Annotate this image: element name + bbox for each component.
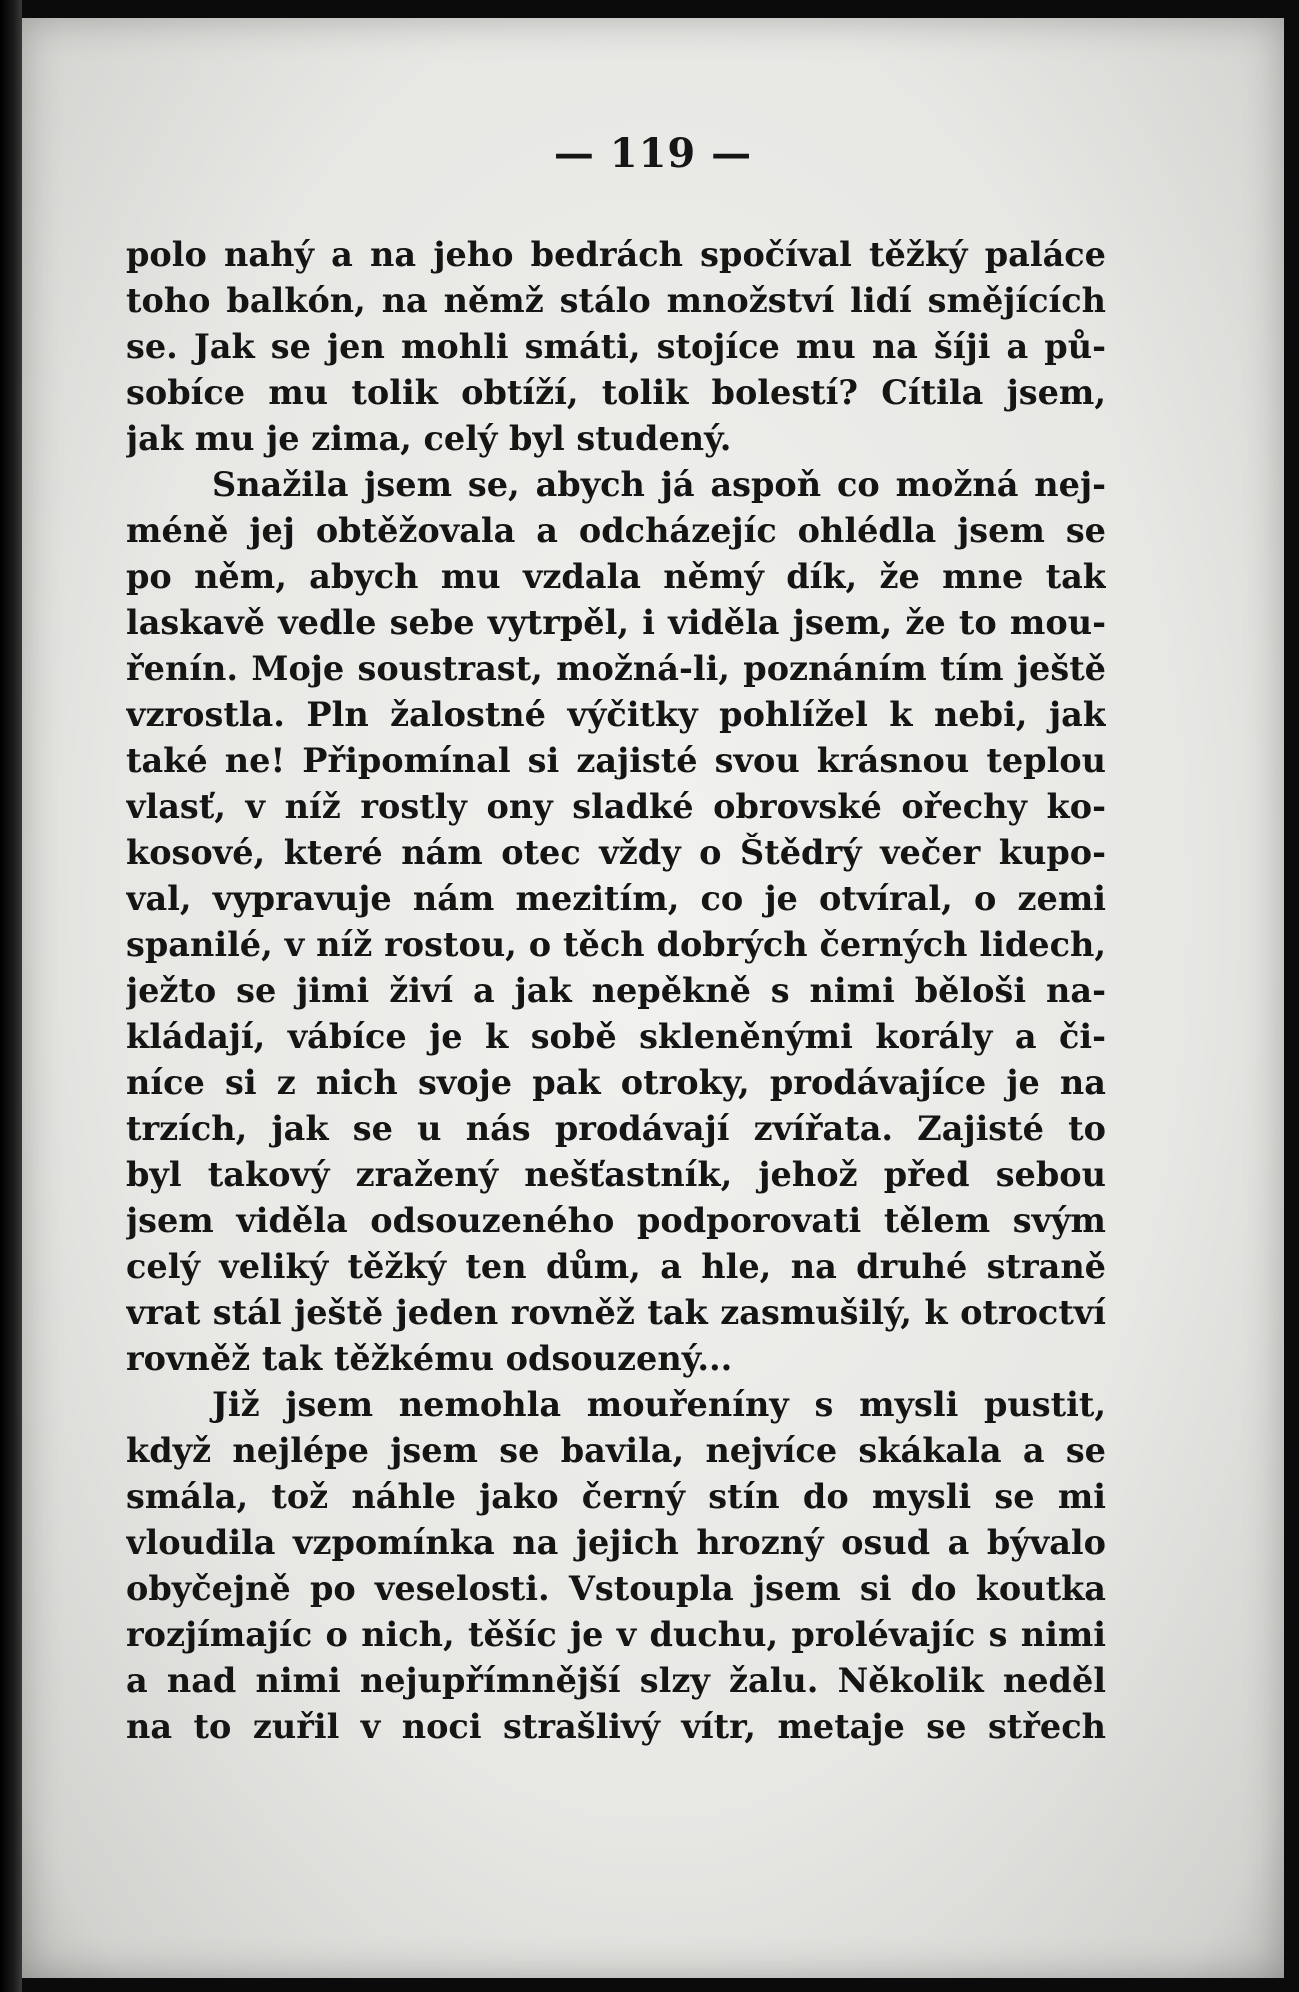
text-line: jsem viděla odsouzeného podporovati tělem svým — [126, 1201, 1106, 1240]
scan-border — [0, 0, 22, 1992]
text-line: po něm, abych mu vzdala němý dík, že mne tak — [126, 557, 1106, 596]
text-line: Snažila jsem se, abych já aspoň co možná nej- — [212, 465, 1106, 504]
text-line: se. Jak se jen mohli smáti, stojíce mu na šíji a pů- — [126, 327, 1106, 366]
text-line: jak mu je zima, celý byl studený. — [126, 419, 732, 458]
text-line: spanilé, v níž rostou, o těch dobrých černých lidech, — [126, 925, 1106, 964]
text-line: smála, tož náhle jako černý stín do mysli se mi — [126, 1477, 1106, 1516]
text-line: val, vypravuje nám mezitím, co je otvíral, o zemi — [126, 879, 1106, 918]
text-line: vloudila vzpomínka na jejich hrozný osud a bývalo — [126, 1523, 1106, 1562]
text-line: toho balkón, na němž stálo množství lidí smějících — [126, 281, 1106, 320]
text-line: kosové, které nám otec vždy o Štědrý večer kupo- — [126, 833, 1106, 872]
text-line: obyčejně po veselosti. Vstoupla jsem si do koutka — [126, 1569, 1106, 1608]
text-line: byl takový zražený nešťastník, jehož před sebou — [126, 1155, 1106, 1194]
body-text — [126, 232, 1106, 1750]
text-line: rovněž tak těžkému odsouzený... — [126, 1339, 733, 1378]
text-line: vrat stál ještě jeden rovněž tak zasmušilý, k otroctví — [126, 1293, 1106, 1332]
text-line: sobíce mu tolik obtíží, tolik bolestí? Cítila jsem, — [126, 373, 1106, 412]
text-line: také ne! Připomínal si zajisté svou krásnou teplou — [126, 741, 1106, 780]
page-number: — 119 — — [553, 130, 753, 177]
text-line: ježto se jimi živí a jak nepěkně s nimi běloši na- — [126, 971, 1106, 1010]
text-line: kládají, vábíce je k sobě skleněnými korály a či- — [126, 1017, 1106, 1056]
text-line: polo nahý a na jeho bedrách spočíval těžký paláce — [126, 235, 1106, 274]
text-line: méně jej obtěžovala a odcházejíc ohlédla jsem se — [126, 511, 1106, 550]
text-line: rozjímajíc o nich, těšíc je v duchu, prolévajíc s nimi — [126, 1615, 1106, 1654]
text-line: trzích, jak se u nás prodávají zvířata. Zajisté to — [126, 1109, 1106, 1148]
text-line: Již jsem nemohla mouřeníny s mysli pustit, — [212, 1385, 1106, 1424]
text-line: řenín. Moje soustrast, možná-li, poznáním tím ještě — [126, 649, 1106, 688]
text-line: vlasť, v níž rostly ony sladké obrovské ořechy ko- — [126, 787, 1106, 826]
text-line: laskavě vedle sebe vytrpěl, i viděla jsem, že to mou- — [126, 603, 1106, 642]
text-line: když nejlépe jsem se bavila, nejvíce skákala a se — [126, 1431, 1106, 1470]
text-line: níce si z nich svoje pak otroky, prodávajíce je na — [126, 1063, 1106, 1102]
text-line: na to zuřil v noci strašlivý vítr, metaje se střech — [126, 1707, 1106, 1746]
text-line: a nad nimi nejupřímnější slzy žalu. Několik neděl — [126, 1661, 1106, 1700]
text-line: celý veliký těžký ten dům, a hle, na druhé straně — [126, 1247, 1106, 1286]
book-page — [22, 18, 1284, 1978]
text-line: vzrostla. Pln žalostné výčitky pohlížel k nebi, jak — [126, 695, 1106, 734]
